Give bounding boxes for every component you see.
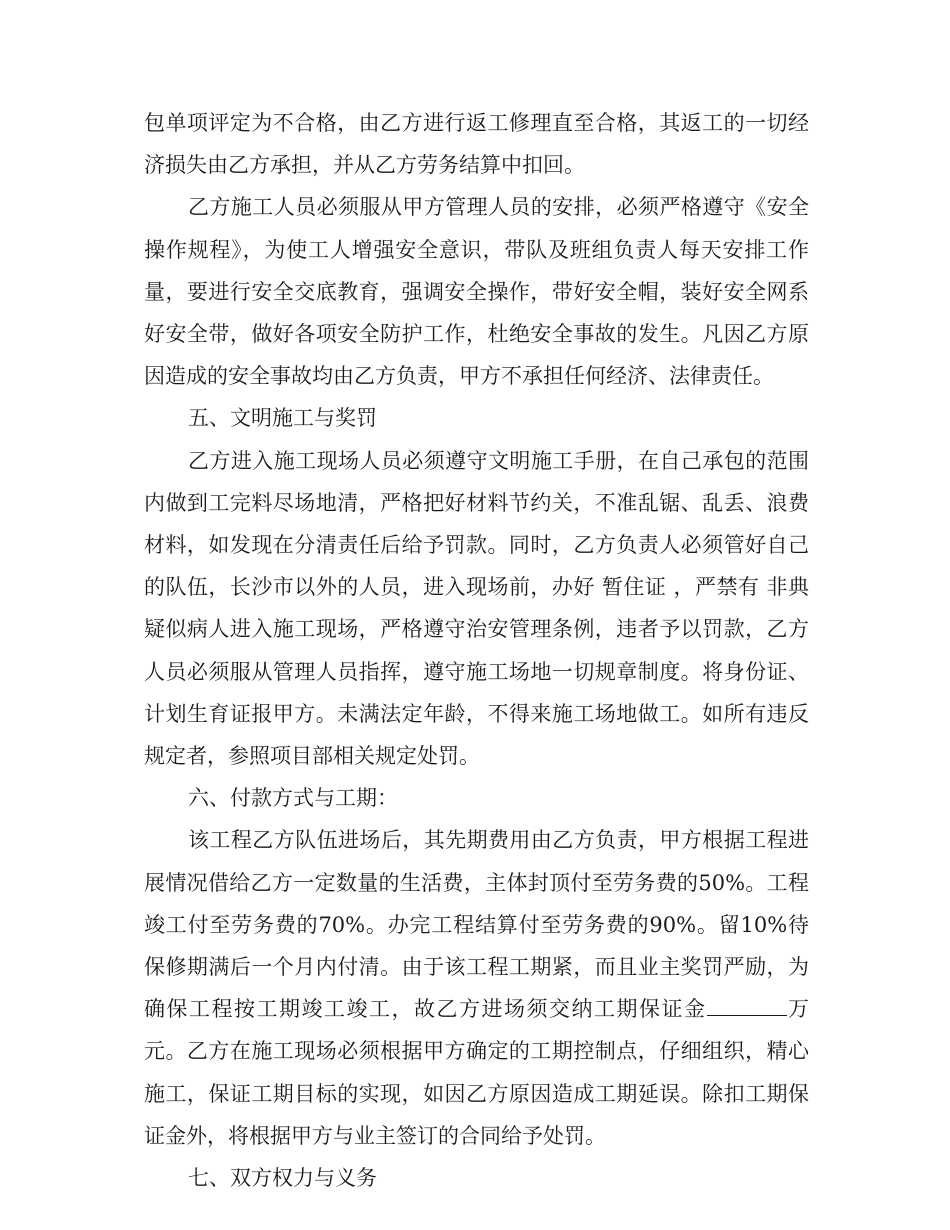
section-heading-7: 七、双方权力与义务 <box>188 1166 377 1191</box>
deposit-amount-blank <box>707 993 787 1016</box>
section-heading-6: 六、付款方式与工期： <box>188 786 398 811</box>
payment-text-part-2: 万元。乙方在施工现场必须根据甲方确定的工期控制点，仔细组织，精心施工，保证工期目标的实现，如因乙方原因造成工期延误。除扣工期保证金外，将根据甲方与业主签订的合同给予处罚。 <box>144 997 809 1148</box>
section-heading-5: 五、文明施工与奖罚 <box>188 406 377 431</box>
paragraph-continuation: 包单项评定为不合格，由乙方进行返工修理直至合格，其返工的一切经济损失由乙方承担，并从乙方劳务结算中扣回。 <box>144 111 809 178</box>
paragraph-civilized-construction: 乙方进入施工现场人员必须遵守文明施工手册，在自己承包的范围内做到工完料尽场地清，严格把好材料节约关，不准乱锯、乱丢、浪费材料，如发现在分清责任后给予罚款。同时，乙方负责人必须管好自己的队伍，长沙市以外的人员，进入现场前，办好 暂住证 ，严禁有 非典 疑似病人进入施工现场，严格遵守治安管理条例，违者予以罚款，乙方人员必须服从管理人员指挥，遵守施工场地一切规章制度。将身份证、计划生育证报甲方。未满法定年龄，不得来施工场地做工。如所有违反规定者，参照项目部相关规定处罚。 <box>144 448 809 769</box>
paragraph-safety: 乙方施工人员必须服从甲方管理人员的安排，必须严格遵守《安全操作规程》，为使工人增强安全意识，带队及班组负责人每天安排工作量，要进行安全交底教育，强调安全操作，带好安全帽，装好安全网系好安全带，做好各项安全防护工作，杜绝安全事故的发生。凡因乙方原因造成的安全事故均由乙方负责，甲方不承担任何经济、法律责任。 <box>144 195 809 389</box>
payment-text-part-1: 该工程乙方队伍进场后，其先期费用由乙方负责，甲方根据工程进展情况借给乙方一定数量的生活费，主体封顶付至劳务费的50%。工程竣工付至劳务费的70%。办完工程结算付至劳务费的90%。留10%待保修期满后一个月内付清。由于该工程工期紧，而且业主奖罚严励，为确保工程按工期竣工竣工，故乙方进场须交纳工期保证金 <box>144 828 809 1022</box>
paragraph-payment <box>144 819 809 1157</box>
document-body <box>144 102 809 1199</box>
